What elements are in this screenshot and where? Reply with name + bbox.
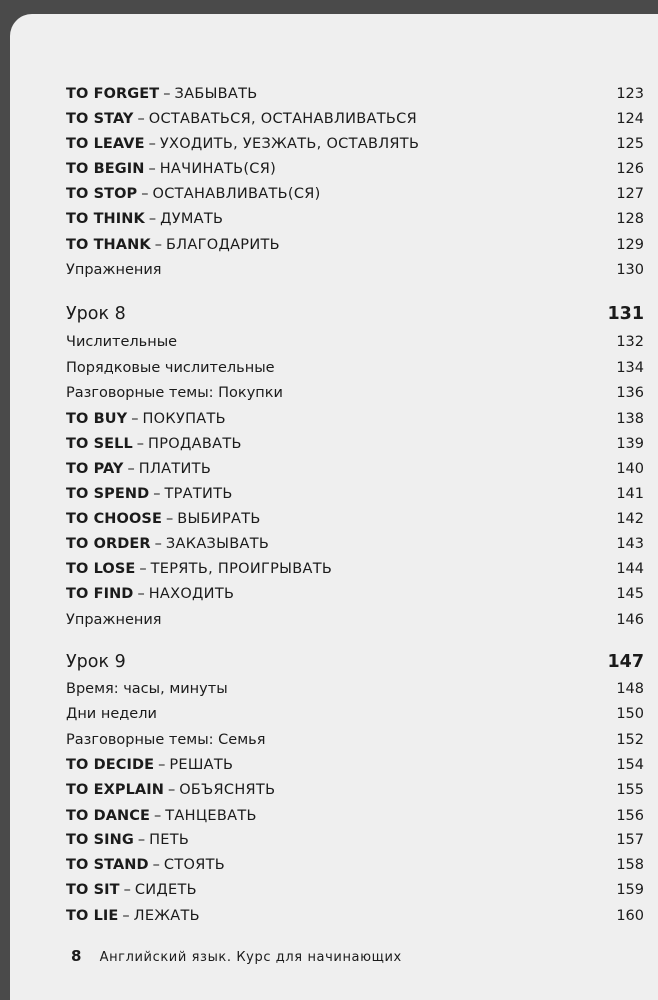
page-footer — [71, 947, 402, 965]
toc-entry-text — [66, 755, 233, 775]
dash-separator: – — [154, 237, 162, 253]
toc-entry-text — [66, 84, 258, 104]
verb-label: TO CHOOSE — [66, 511, 162, 527]
toc-page-number: 159 — [616, 882, 644, 898]
toc-page-number: 123 — [616, 86, 644, 102]
verb-label: TO LEAVE — [66, 136, 145, 152]
toc-entry-text — [66, 184, 321, 204]
toc-page-number: 148 — [616, 681, 644, 697]
toc-entry-text — [66, 534, 269, 554]
toc-page-number: 143 — [616, 536, 644, 552]
translation-label: РЕШАТЬ — [169, 757, 234, 773]
topic-label: Упражнения — [66, 262, 162, 278]
toc-entry-text — [66, 559, 332, 579]
toc-entry-text — [66, 509, 261, 529]
dash-separator: – — [127, 461, 135, 477]
toc-page-number: 145 — [616, 586, 644, 602]
translation-label: ТРАТИТЬ — [164, 486, 233, 502]
dash-separator: – — [131, 411, 139, 427]
translation-label: ОСТАНАВЛИВАТЬ(СЯ) — [152, 186, 321, 202]
translation-label: ТЕРЯТЬ, ПРОИГРЫВАТЬ — [150, 561, 333, 577]
toc-page-number: 144 — [616, 561, 644, 577]
toc-entry-text — [66, 484, 233, 504]
lesson-title: Урок 9 — [66, 652, 126, 672]
toc-entry-text — [66, 780, 275, 800]
verb-label: TO BUY — [66, 411, 128, 427]
toc-page-number: 152 — [616, 732, 644, 748]
translation-label: ОБЪЯСНЯТЬ — [179, 782, 276, 798]
toc-page-number: 150 — [616, 706, 644, 722]
toc-entry-text — [66, 434, 242, 454]
dash-separator: – — [154, 536, 162, 552]
verb-label: TO FORGET — [66, 86, 160, 102]
dash-separator: – — [148, 136, 156, 152]
toc-page-number: 157 — [616, 832, 644, 848]
translation-label: ТАНЦЕВАТЬ — [165, 808, 257, 824]
verb-label: TO DANCE — [66, 808, 151, 824]
toc-entry-text — [66, 855, 225, 875]
dash-separator: – — [122, 908, 130, 924]
dash-separator: – — [158, 757, 166, 773]
dash-separator: – — [163, 86, 171, 102]
dash-separator: – — [123, 882, 131, 898]
verb-label: TO SING — [66, 832, 134, 848]
verb-label: TO BEGIN — [66, 161, 145, 177]
toc-page-number: 146 — [616, 612, 644, 628]
toc-page-number: 141 — [616, 486, 644, 502]
dash-separator: – — [152, 857, 160, 873]
translation-label: ЗАБЫВАТЬ — [174, 86, 258, 102]
topic-label: Порядковые числительные — [66, 360, 275, 376]
dash-separator: – — [148, 211, 157, 227]
topic-label: Упражнения — [66, 612, 162, 628]
topic-label: Числительные — [66, 334, 178, 350]
dash-separator: – — [165, 511, 174, 527]
dash-separator: – — [167, 782, 176, 798]
dash-separator: – — [137, 586, 145, 602]
toc-page-number: 129 — [616, 237, 644, 253]
verb-label: TO SELL — [66, 436, 133, 452]
translation-label: ЛЕЖАТЬ — [133, 908, 200, 924]
topic-label: Разговорные темы: Покупки — [66, 385, 283, 401]
verb-label: TO STAND — [66, 857, 149, 873]
dash-separator: – — [154, 808, 162, 824]
translation-label: ПЛАТИТЬ — [138, 461, 212, 477]
toc-entry-text — [66, 109, 417, 129]
translation-label: ВЫБИРАТЬ — [177, 511, 261, 527]
topic-label: Дни недели — [66, 706, 157, 722]
verb-label: TO SPEND — [66, 486, 150, 502]
toc-page-number: 127 — [616, 186, 644, 202]
toc-page-number: 128 — [616, 211, 644, 227]
toc-page-number: 160 — [616, 908, 644, 924]
topic-label: Разговорные темы: Семья — [66, 732, 266, 748]
translation-label: СИДЕТЬ — [134, 882, 197, 898]
toc-page-number: 156 — [616, 808, 644, 824]
verb-label: TO LIE — [66, 908, 119, 924]
translation-label: УХОДИТЬ, УЕЗЖАТЬ, ОСТАВЛЯТЬ — [159, 136, 420, 152]
lesson-title: Урок 8 — [66, 304, 126, 324]
verb-label: TO LOSE — [66, 561, 136, 577]
translation-label: НАХОДИТЬ — [148, 586, 235, 602]
translation-label: ОСТАВАТЬСЯ, ОСТАНАВЛИВАТЬСЯ — [148, 111, 417, 127]
dash-separator: – — [136, 436, 145, 452]
verb-label: TO SIT — [66, 882, 120, 898]
translation-label: ПОКУПАТЬ — [142, 411, 226, 427]
toc-entry-text — [66, 584, 234, 604]
verb-label: TO ORDER — [66, 536, 151, 552]
toc-entry-text — [66, 159, 276, 179]
toc-entry-text — [66, 806, 257, 826]
toc-page-number: 134 — [616, 360, 644, 376]
verb-label: TO THANK — [66, 237, 151, 253]
toc-page-number: 139 — [616, 436, 644, 452]
footer-page-number: 8 — [71, 947, 82, 965]
dash-separator: – — [148, 161, 156, 177]
toc-entry-text — [66, 134, 419, 154]
book-page — [10, 14, 658, 1000]
toc-page-number: 154 — [616, 757, 644, 773]
translation-label: ПРОДАВАТЬ — [148, 436, 242, 452]
toc-entry-text — [66, 906, 200, 926]
toc-page-number: 136 — [616, 385, 644, 401]
dash-separator: – — [139, 561, 147, 577]
toc-page-number: 131 — [607, 304, 644, 324]
translation-label: ПЕТЬ — [149, 832, 190, 848]
translation-label: ЗАКАЗЫВАТЬ — [165, 536, 270, 552]
toc-entry-text — [66, 235, 280, 255]
toc-page-number: 155 — [616, 782, 644, 798]
toc-page-number: 125 — [616, 136, 644, 152]
dash-separator: – — [137, 832, 146, 848]
verb-label: TO FIND — [66, 586, 134, 602]
toc-page-number: 126 — [616, 161, 644, 177]
toc-page-number: 124 — [616, 111, 644, 127]
dash-separator: – — [153, 486, 161, 502]
toc-page-number: 130 — [616, 262, 644, 278]
toc-page-number: 140 — [616, 461, 644, 477]
topic-label: Время: часы, минуты — [66, 681, 228, 697]
verb-label: TO STOP — [66, 186, 138, 202]
footer-running-title: Английский язык. Курс для начинающих — [99, 950, 402, 965]
verb-label: TO DECIDE — [66, 757, 155, 773]
dash-separator: – — [141, 186, 149, 202]
toc-entry-text — [66, 830, 189, 850]
toc-page-number: 138 — [616, 411, 644, 427]
verb-label: TO EXPLAIN — [66, 782, 164, 798]
toc-entry-text — [66, 409, 226, 429]
verb-label: TO THINK — [66, 211, 145, 227]
toc-page-number: 132 — [616, 334, 644, 350]
toc-page-number: 158 — [616, 857, 644, 873]
translation-label: ДУМАТЬ — [160, 211, 224, 227]
toc-page-number: 142 — [616, 511, 644, 527]
verb-label: TO PAY — [66, 461, 124, 477]
verb-label: TO STAY — [66, 111, 134, 127]
translation-label: БЛАГОДАРИТЬ — [165, 237, 280, 253]
toc-entry-text — [66, 209, 223, 229]
toc-entry-text — [66, 459, 211, 479]
toc-entry-text — [66, 880, 197, 900]
translation-label: СТОЯТЬ — [163, 857, 225, 873]
translation-label: НАЧИНАТЬ(СЯ) — [159, 161, 277, 177]
toc-page-number: 147 — [607, 652, 644, 672]
dash-separator: – — [137, 111, 145, 127]
